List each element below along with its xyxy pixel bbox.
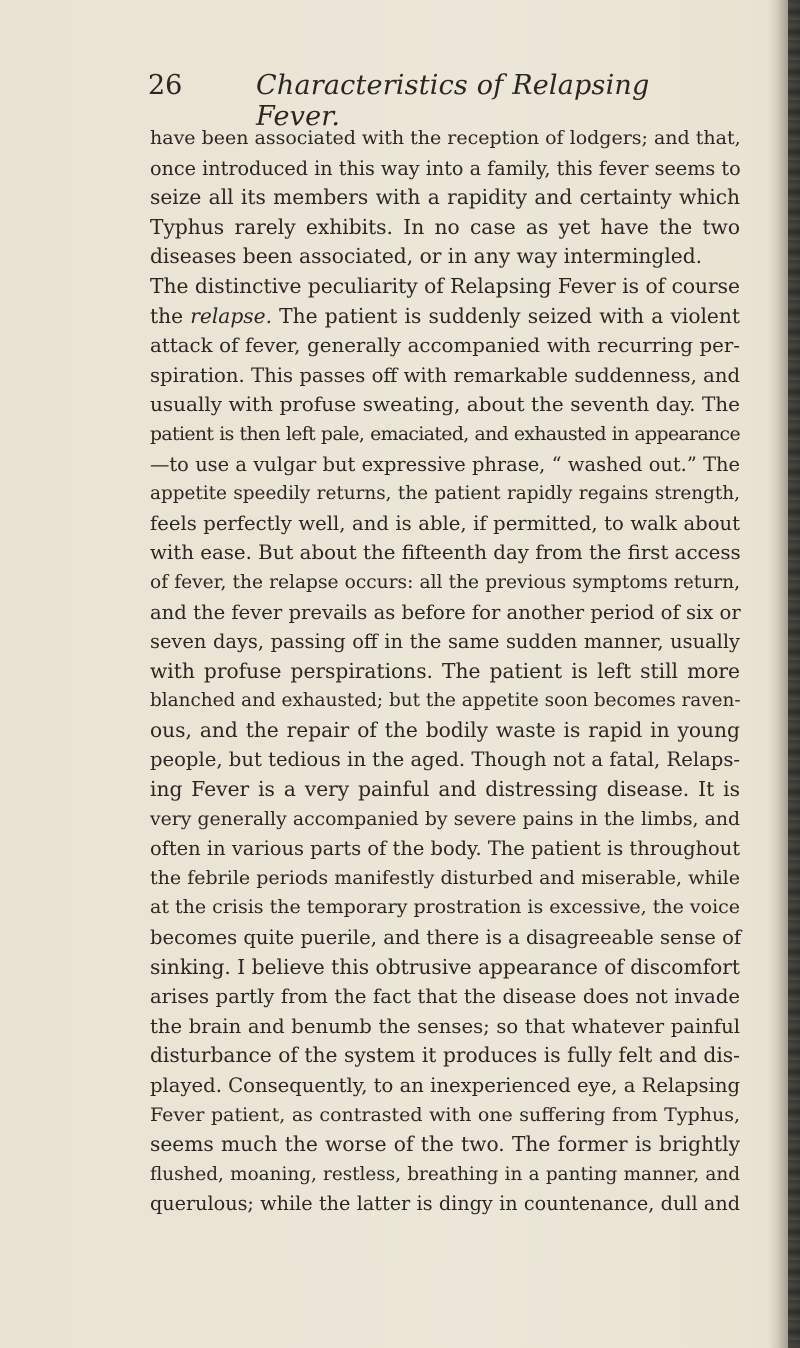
text-line: played. Consequently, to an inexperienced eye, a Relapsing	[150, 1074, 740, 1097]
text-line: Fever patient, as contrasted with one suffering from Typhus,	[150, 1103, 740, 1126]
text-line: Typhus rarely exhibits. In no case as yet have the two	[150, 214, 740, 239]
running-title-part1: Characteristics	[256, 70, 468, 101]
text-line: becomes quite puerile, and there is a disagreeable sense of	[150, 926, 742, 950]
text-line: The distinctive peculiarity of Relapsing Fever is of course	[150, 273, 740, 298]
text-line: very generally accompanied by severe pains in the limbs, and	[150, 808, 740, 830]
text-line: patient is then left pale, emaciated, and exhausted in appearance	[150, 423, 740, 445]
text-line: —to use a vulgar but expressive phrase, “ washed out.” The	[150, 452, 740, 476]
page-edge-binding	[788, 0, 800, 1348]
text-fragment: the	[150, 303, 191, 328]
text-line: seize all its members with a rapidity and certainty which	[150, 185, 740, 210]
running-title-of: of	[476, 70, 504, 101]
text-line: feels perfectly well, and is able, if permitted, to walk about	[150, 511, 740, 535]
text-line: blanched and exhausted; but the appetite soon becomes raven-	[150, 690, 741, 712]
text-line: spiration. This passes off with remarkable suddenness, and	[150, 363, 740, 387]
page-number: 26	[148, 70, 183, 101]
text-line: querulous; while the latter is dingy in countenance, dull and	[150, 1192, 740, 1216]
text-line: attack of fever, generally accompanied with recurring per-	[150, 334, 740, 358]
body-text	[150, 124, 740, 1219]
text-line-relapse	[150, 302, 740, 332]
text-line: flushed, moaning, restless, breathing in a panting manner, and	[150, 1163, 740, 1185]
text-line: people, but tedious in the aged. Though not a fatal, Relaps-	[150, 748, 740, 772]
text-line: the febrile periods manifestly disturbed and miserable, while	[150, 866, 740, 889]
text-line: appetite speedily returns, the patient rapidly regains strength,	[150, 483, 740, 505]
text-line: disturbance of the system it produces is fully felt and dis-	[150, 1043, 740, 1068]
text-line: with ease. But about the fifteenth day from the first access	[150, 541, 741, 565]
text-line: ing Fever is a very painful and distressing disease. It is	[150, 777, 740, 802]
text-line: arises partly from the fact that the disease does not invade	[150, 985, 740, 1009]
running-title-part2: Relapsing Fever.	[256, 70, 650, 132]
running-title	[256, 70, 740, 132]
text-line: ous, and the repair of the bodily waste is rapid in young	[150, 717, 740, 742]
running-head	[148, 70, 740, 132]
text-line: and the fever prevails as before for another period of six or	[150, 600, 741, 624]
text-line: the brain and benumb the senses; so that whatever painful	[150, 1014, 740, 1038]
text-line: seven days, passing off in the same sudden manner, usually	[150, 630, 740, 654]
text-line: once introduced in this way into a family, this fever seems to	[150, 156, 741, 180]
text-line: often in various parts of the body. The patient is throughout	[150, 837, 740, 861]
text-line: diseases been associated, or in any way intermingled.	[150, 244, 703, 269]
text-line: at the crisis the temporary prostration is excessive, the voice	[150, 896, 741, 919]
text-fragment: The patient is suddenly seized with a violent	[272, 303, 740, 328]
text-line: of fever, the relapse occurs: all the previous symptoms return,	[150, 571, 740, 593]
text-line: have been associated with the reception of lodgers; and that,	[150, 127, 741, 149]
relapse-emphasis: relapse.	[190, 303, 272, 328]
text-line: usually with profuse sweating, about the seventh day. The	[150, 392, 740, 417]
text-line: seems much the worse of the two. The former is brightly	[150, 1132, 740, 1157]
text-line: with profuse perspirations. The patient is left still more	[150, 658, 740, 683]
text-line: sinking. I believe this obtrusive appearance of discomfort	[150, 954, 740, 979]
